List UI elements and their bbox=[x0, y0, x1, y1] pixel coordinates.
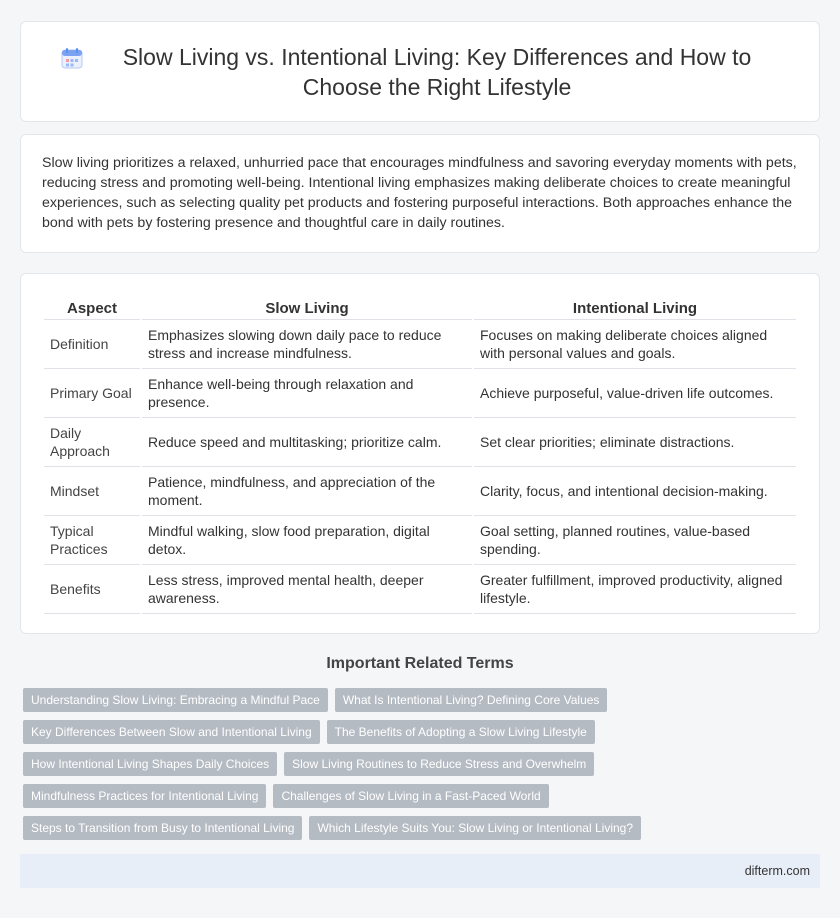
row-aspect: Mindset bbox=[44, 467, 140, 516]
row-slow: Enhance well-being through relaxation and presence. bbox=[142, 369, 472, 418]
table-header-row bbox=[44, 294, 796, 320]
related-term-tag[interactable]: Which Lifestyle Suits You: Slow Living or Intentional Living? bbox=[309, 816, 641, 840]
row-aspect: Primary Goal bbox=[44, 369, 140, 418]
intro-paragraph: Slow living prioritizes a relaxed, unhurried pace that encourages mindfulness and savoring everyday moments with pets, reducing stress and promoting well-being. Intentional living emphasizes making deliberate choices to create meaningful experiences, such as selecting quality pet products and fostering purposeful interactions. Both approaches enhance the bond with pets by fostering presence and thoughtful care in daily routines. bbox=[42, 155, 797, 231]
footer bbox=[20, 854, 820, 888]
header bbox=[60, 42, 780, 102]
header-aspect: Aspect bbox=[44, 294, 140, 320]
header-intentional-living: Intentional Living bbox=[474, 294, 796, 320]
table-row bbox=[44, 516, 796, 565]
tag-row bbox=[23, 720, 813, 744]
row-slow: Emphasizes slowing down daily pace to reduce stress and increase mindfulness. bbox=[142, 320, 472, 369]
row-aspect: Daily Approach bbox=[44, 418, 140, 467]
table-row bbox=[44, 467, 796, 516]
page-title: Slow Living vs. Intentional Living: Key Differences and How to Choose the Right Lifestyle bbox=[122, 43, 752, 100]
related-terms-list bbox=[23, 688, 813, 848]
row-aspect: Benefits bbox=[44, 565, 140, 614]
related-term-tag[interactable]: Slow Living Routines to Reduce Stress and Overwhelm bbox=[284, 752, 594, 776]
intro-card bbox=[20, 134, 820, 253]
tag-row bbox=[23, 688, 813, 712]
header-slow-living: Slow Living bbox=[142, 294, 472, 320]
row-slow: Reduce speed and multitasking; prioritize calm. bbox=[142, 418, 472, 467]
table-row bbox=[44, 565, 796, 614]
row-slow: Less stress, improved mental health, deeper awareness. bbox=[142, 565, 472, 614]
calendar-icon bbox=[60, 46, 84, 75]
row-aspect: Definition bbox=[44, 320, 140, 369]
row-intentional: Focuses on making deliberate choices aligned with personal values and goals. bbox=[474, 320, 796, 369]
tag-row bbox=[23, 784, 813, 808]
related-term-tag[interactable]: Steps to Transition from Busy to Intentional Living bbox=[23, 816, 302, 840]
related-term-tag[interactable]: Understanding Slow Living: Embracing a Mindful Pace bbox=[23, 688, 328, 712]
row-intentional: Achieve purposeful, value-driven life outcomes. bbox=[474, 369, 796, 418]
table-row bbox=[44, 320, 796, 369]
related-term-tag[interactable]: How Intentional Living Shapes Daily Choices bbox=[23, 752, 277, 776]
table-row bbox=[44, 418, 796, 467]
row-intentional: Clarity, focus, and intentional decision-making. bbox=[474, 467, 796, 516]
comparison-table-card bbox=[20, 273, 820, 634]
row-intentional: Set clear priorities; eliminate distractions. bbox=[474, 418, 796, 467]
row-intentional: Greater fulfillment, improved productivity, aligned lifestyle. bbox=[474, 565, 796, 614]
tag-row bbox=[23, 816, 813, 840]
related-term-tag[interactable]: Key Differences Between Slow and Intentional Living bbox=[23, 720, 320, 744]
table-row bbox=[44, 369, 796, 418]
comparison-table bbox=[42, 294, 798, 614]
related-term-tag[interactable]: Challenges of Slow Living in a Fast-Paced World bbox=[273, 784, 548, 808]
row-intentional: Goal setting, planned routines, value-based spending. bbox=[474, 516, 796, 565]
related-term-tag[interactable]: What Is Intentional Living? Defining Core Values bbox=[335, 688, 608, 712]
site-link[interactable]: difterm.com bbox=[744, 864, 810, 878]
related-term-tag[interactable]: The Benefits of Adopting a Slow Living Lifestyle bbox=[327, 720, 595, 744]
tag-row bbox=[23, 752, 813, 776]
related-term-tag[interactable]: Mindfulness Practices for Intentional Living bbox=[23, 784, 266, 808]
row-aspect: Typical Practices bbox=[44, 516, 140, 565]
row-slow: Patience, mindfulness, and appreciation of the moment. bbox=[142, 467, 472, 516]
row-slow: Mindful walking, slow food preparation, digital detox. bbox=[142, 516, 472, 565]
related-terms-title: Important Related Terms bbox=[326, 655, 514, 672]
header-card bbox=[20, 21, 820, 122]
